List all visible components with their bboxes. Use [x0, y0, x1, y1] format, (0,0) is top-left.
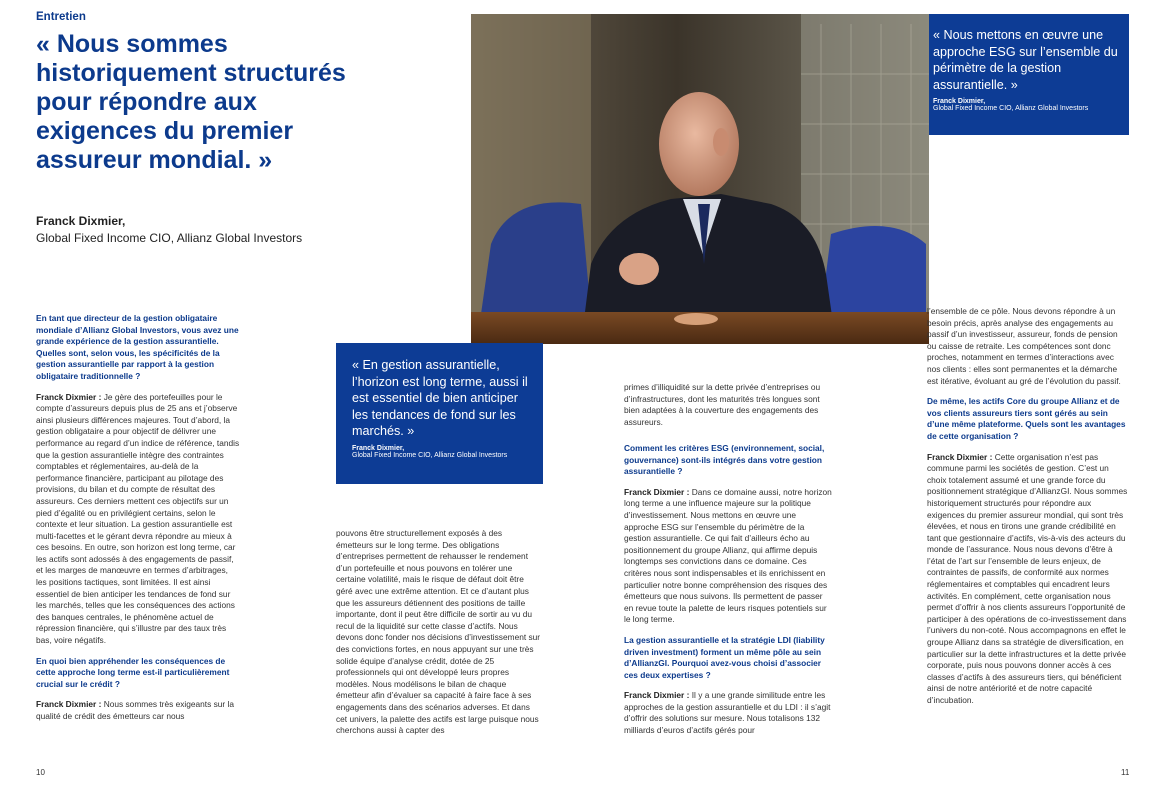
- column-3: [624, 443, 832, 746]
- portrait-illustration: [471, 14, 929, 344]
- pull-quote-role: Global Fixed Income CIO, Allianz Global Investors: [352, 451, 508, 459]
- column-4: [927, 306, 1129, 716]
- answer-text: Je gère des portefeuilles pour le compte d’assureurs depuis plus de 25 ans et j’observe ainsi plusieurs différences majeures. Tout d’abord, la gestion obligataire a pour objectif de délivrer une performance au regard d’un indice de référence, tandis que la gestion assurantielle intègre des contraintes comptables et réglementaires, au-delà de la performance financière, participant au pilotage des provisions, du bilan et du compte de résultat des assureurs. Ces derniers mettent ces objectifs sur un pied d’égalité ou en privilégient certains, selon le contexte et leur situation. La gestion assurantielle est multi-facettes et le gérant devra répondre au mieux à ces besoins. En outre, son horizon est long terme, car les actifs sont adossés à des engagements de passif, et les marges de manœuvre en termes d’arbitrages, les positions tactiques, sont limitées. Il est ainsi essentiel de bien anticiper les tendances de fond sur les marchés, telles que les conséquences des actions des banques centrales, le phénomène actuel de répression financière, qui s’illustre par des taux très bas, voire négatifs.: [36, 391, 240, 646]
- interview-question: Comment les critères ESG (environnement, social, gouvernance) sont-ils intégrés dans votre gestion assurantielle ?: [624, 443, 825, 477]
- answer-text: Nous sommes très exigeants sur la qualité de crédit des émetteurs car nous: [36, 699, 235, 721]
- interview-answer: [36, 699, 240, 722]
- answer-text: Dans ce domaine aussi, notre horizon long terme a une influence majeure sur la politique d’investissement. Nous mettons en œuvre une approche ESG sur l’ensemble du périmètre de la gestion assurantielle. Ce qui fait d’ailleurs écho au positionnement du groupe Allianz, qui affirme depuis longtemps ses convictions dans ce domaine. Ces critères nous sont indispensables et ils enrichissent en particulier notre bonne compréhension des risques des émetteurs que nous suivons. Ils permettent de passer en revue toute la palette de leurs risques potentiels sur le long terme.: [624, 486, 832, 625]
- author-role: Global Fixed Income CIO, Allianz Global Investors: [36, 231, 303, 245]
- pull-quote-horizon: [336, 343, 543, 484]
- section-kicker: Entretien: [36, 11, 86, 23]
- interview-photo: [471, 14, 929, 344]
- author-name: Franck Dixmier,: [36, 214, 126, 228]
- speaker-label: Franck Dixmier :: [36, 699, 102, 710]
- body-text: l’ensemble de ce pôle. Nous devons répondre à un besoin précis, après analyse des engagements au passif d’un investisseur, assureur, fonds de pension ou caisse de retraite. Les compétences sont donc proches, notamment en termes d’interactions avec nos clients : elles sont permanentes et la démarche est itérative, évoluant au gré de l’évolution du passif.: [927, 306, 1121, 386]
- page-number-right: 11: [1121, 768, 1130, 777]
- answer-text: Cette organisation n’est pas commune parmi les sociétés de gestion. C’est un choix totalement assumé et une grande force du positionnement stratégique d’AllianzGI. Nous sommes historiquement structurés pour répondre aux exigences du premier assureur mondial, qui sont très élevées, et nous en tirons une grande crédibilité en tant que gestionnaire d’actifs, vis-à-vis des acteurs du monde de l’assurance. Nous nous devons d’être à l’état de l’art sur l’ensemble de leurs enjeux, de contraintes de passifs, de conformité aux normes réglementaires et comptables qui encadrent leurs activités. En complément, cette organisation nous permet d’offrir à nos clients assureurs l’opportunité de participer à des opérations de co-investissement dans l’univers du non-coté. Nous accompagnons en effet le groupe Allianz dans sa stratégie de diversification, en particulier sur la dette infrastructures et la dette privée corporate, puis nous pouvons donner accès à ces classes d’actifs à des assureurs tiers, qui bénéficient ainsi de notre antériorité et de notre capacité d’incubation.: [927, 451, 1128, 705]
- interview-answer: [624, 487, 832, 626]
- interview-question: En quoi bien appréhender les conséquences de cette approche long terme est-il particulièrement crucial sur le crédit ?: [36, 655, 230, 689]
- body-text: primes d’illiquidité sur la dette privée d’entreprises ou d’infrastructures, dont les maturités très longues sont bien adaptées à la couverture des engagements des assureurs.: [624, 382, 821, 427]
- interview-question: De même, les actifs Core du groupe Allianz et de vos clients assureurs tiers sont gérés au sein d’une même plateforme. Quels sont les avantages de cette organisation ?: [927, 396, 1126, 441]
- interview-question: La gestion assurantielle et la stratégie LDI (liability driven investment) forment un même pôle au sein d’AllianzGI. Pourquoi avez-vous choisi d’associer ces deux expertises ?: [624, 634, 825, 680]
- speaker-label: Franck Dixmier :: [36, 391, 102, 402]
- pull-quote-esg: [929, 14, 1129, 135]
- interview-answer: [927, 452, 1129, 707]
- page-number-left: 10: [36, 768, 45, 777]
- page-headline: « Nous sommes historiquement structurés pour répondre aux exigences du premier assureur mondial. »: [36, 30, 346, 174]
- pull-quote-role: Global Fixed Income CIO, Allianz Global Investors: [933, 105, 1089, 113]
- pull-quote-name: Franck Dixmier,: [352, 444, 405, 452]
- interview-answer: [36, 392, 240, 647]
- pull-quote-text: « En gestion assurantielle, l’horizon est long terme, aussi il est essentiel de bien anticiper les tendances de fond sur les marchés. »: [352, 358, 528, 439]
- speaker-label: Franck Dixmier :: [624, 690, 690, 701]
- speaker-label: Franck Dixmier :: [624, 486, 690, 497]
- column-2: [336, 528, 541, 746]
- pull-quote-name: Franck Dixmier,: [933, 98, 986, 106]
- answer-text: Il y a une grande similitude entre les approches de la gestion assurantielle et du LDI : il s’agit d’offrir des solutions sur mesure. Nous totalisons 132 milliards d’euros d’actifs gérés pour: [624, 690, 831, 736]
- body-text: pouvons être structurellement exposés à des émetteurs sur le long terme. Des obligations d’entreprises permettent de rehausser le rendement d’un portefeuille et nous pouvons en tolérer une certaine volatilité, mais le risque de défaut doit être géré avec une extrême attention. Et ce d’autant plus que les assureurs détiennent des positions de taille importante, dont il peut être difficile de sortir au vu du recul de la liquidité sur cette classe d’actifs. Nous devons donc fonder nos décisions d’investissement sur des convictions fortes, en nous appuyant sur une très solide équipe d’analyse crédit, dotée de 25 professionnels qui ont développé leurs propres modèles. Nous modélisons le bilan de chaque émetteur afin d’évaluer sa capacité à faire face à ses engagements dans des scénarios adverses. Et dans cet univers, la palette des actifs est large puisque nous cherchons aussi à capter des: [336, 528, 541, 736]
- speaker-label: Franck Dixmier :: [927, 451, 993, 462]
- interview-question: En tant que directeur de la gestion obligataire mondiale d’Allianz Global Investors, vous avez une grande expérience de la gestion assurantielle. Quelles sont, selon vous, les spécificités de la gestion assurantielle par rapport à la gestion obligataire traditionnelle ?: [36, 313, 239, 381]
- column-3-lead: [624, 382, 832, 437]
- column-1: [36, 313, 240, 732]
- pull-quote-text: « Nous mettons en œuvre une approche ESG sur l’ensemble du périmètre de la gestion assurantielle. »: [933, 28, 1118, 92]
- interview-answer: [624, 690, 832, 736]
